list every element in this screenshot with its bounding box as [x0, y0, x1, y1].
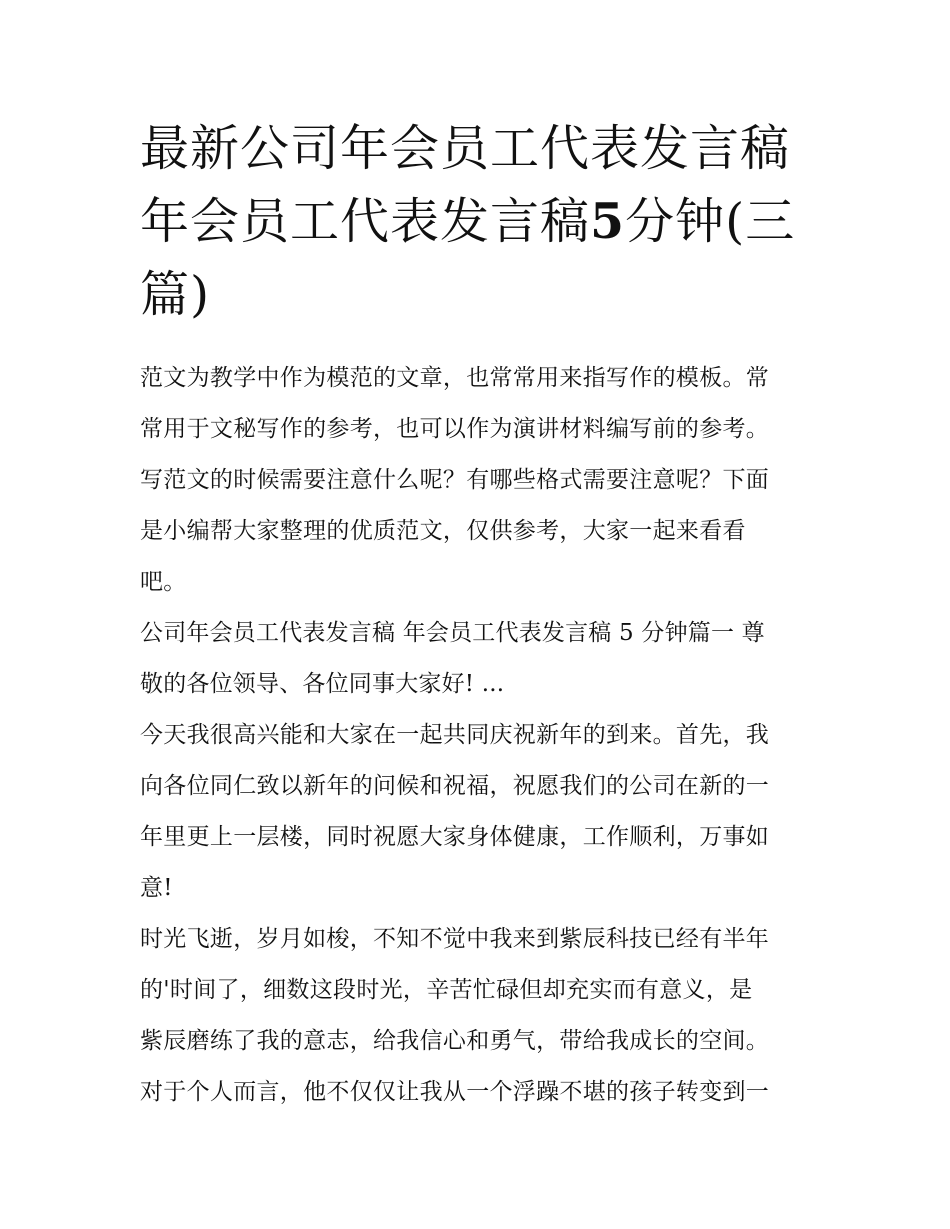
body-line: 今天我很高兴能和大家在一起共同庆祝新年的到来。首先，我	[140, 722, 770, 748]
body-line: 范文为教学中作为模范的文章，也常常用来指写作的模板。常	[140, 365, 770, 391]
title-text-part2: 分钟(三篇)	[140, 193, 796, 323]
body-line: 敬的各位领导、各位同事大家好! ...	[140, 671, 505, 697]
title-number: 5	[590, 192, 626, 250]
body-line: 对于个人而言，他不仅仅让我从一个浮躁不堪的孩子转变到一	[140, 1079, 770, 1105]
body-line: 的'时间了，细数这段时光，辛苦忙碌但却充实而有意义，是	[140, 977, 753, 1003]
body-line: 年里更上一层楼，同时祝愿大家身体健康，工作顺利，万事如	[140, 824, 770, 850]
title-text-part1: 最新公司年会员工代表发言稿年会员工代表发言稿	[140, 120, 791, 250]
document-title	[140, 112, 820, 331]
body-line: 写范文的时候需要注意什么呢？有哪些格式需要注意呢？下面	[140, 467, 770, 493]
body-line: 吧。	[140, 569, 187, 595]
body-line: 时光飞逝，岁月如梭，不知不觉中我来到紫辰科技已经有半年	[140, 926, 770, 952]
body-line: 意!	[140, 875, 173, 901]
body-line: 向各位同仁致以新年的问候和祝福，祝愿我们的公司在新的一	[140, 773, 770, 799]
body-line: 公司年会员工代表发言稿 年会员工代表发言稿 5 分钟篇一 尊	[140, 620, 765, 646]
document-body	[140, 353, 812, 1118]
body-line: 是小编帮大家整理的优质范文，仅供参考，大家一起来看看	[140, 518, 746, 544]
body-line: 紫辰磨练了我的意志，给我信心和勇气，带给我成长的空间。	[140, 1028, 770, 1054]
body-line: 常用于文秘写作的参考，也可以作为演讲材料编写前的参考。	[140, 416, 770, 442]
